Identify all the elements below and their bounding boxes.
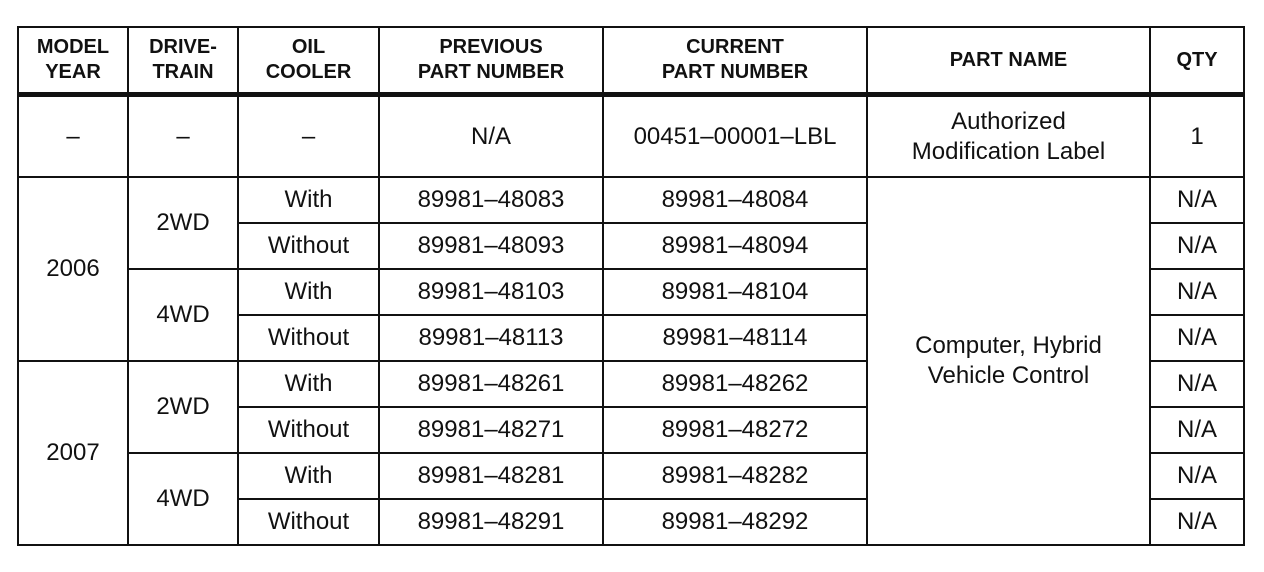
shared-part-name-line-2: Vehicle Control xyxy=(927,362,1090,389)
header-drivetrain-line-1: DRIVE- xyxy=(149,36,217,58)
cell-current-part-number: 00451–00001–LBL xyxy=(603,95,867,178)
cell-previous-part-number: 89981–48083 xyxy=(379,177,603,223)
cell-previous-part-number: 89981–48103 xyxy=(379,269,603,315)
table-row-label xyxy=(18,95,1244,178)
header-drivetrain xyxy=(128,27,238,95)
cell-shared-part-name xyxy=(867,177,1150,545)
cell-model-year: 2006 xyxy=(18,177,128,361)
cell-previous-part-number: 89981–48281 xyxy=(379,453,603,499)
cell-previous-part-number: 89981–48291 xyxy=(379,499,603,545)
header-oil-cooler-line-1: OIL xyxy=(291,36,326,58)
cell-drivetrain: 4WD xyxy=(128,453,238,545)
cell-qty: N/A xyxy=(1150,223,1244,269)
cell-model-year: 2007 xyxy=(18,361,128,545)
header-previous-part-number xyxy=(379,27,603,95)
header-model-year xyxy=(18,27,128,95)
header-drivetrain-line-2: TRAIN xyxy=(152,61,214,83)
cell-part-name xyxy=(867,95,1150,178)
cell-current-part-number: 89981–48094 xyxy=(603,223,867,269)
cell-previous-part-number: 89981–48261 xyxy=(379,361,603,407)
header-model-year-line-2: YEAR xyxy=(45,61,101,83)
header-current-part-number-line-2: PART NUMBER xyxy=(661,61,809,83)
cell-previous-part-number: 89981–48113 xyxy=(379,315,603,361)
table-row xyxy=(18,177,1244,223)
cell-previous-part-number: N/A xyxy=(379,95,603,178)
cell-qty: N/A xyxy=(1150,499,1244,545)
cell-current-part-number: 89981–48292 xyxy=(603,499,867,545)
cell-current-part-number: 89981–48282 xyxy=(603,453,867,499)
cell-oil-cooler: Without xyxy=(238,407,379,453)
header-previous-part-number-line-1: PREVIOUS xyxy=(439,36,543,58)
cell-oil-cooler: With xyxy=(238,177,379,223)
cell-current-part-number: 89981–48084 xyxy=(603,177,867,223)
cell-qty: N/A xyxy=(1150,177,1244,223)
cell-qty: N/A xyxy=(1150,269,1244,315)
cell-oil-cooler: Without xyxy=(238,315,379,361)
cell-qty: N/A xyxy=(1150,407,1244,453)
header-qty: QTY xyxy=(1150,27,1244,95)
cell-oil-cooler: – xyxy=(238,95,379,178)
header-model-year-line-1: MODEL xyxy=(36,36,110,58)
cell-previous-part-number: 89981–48093 xyxy=(379,223,603,269)
header-current-part-number xyxy=(603,27,867,95)
cell-model-year: – xyxy=(18,95,128,178)
header-part-name: PART NAME xyxy=(867,27,1150,95)
cell-current-part-number: 89981–48262 xyxy=(603,361,867,407)
header-row xyxy=(18,27,1244,95)
cell-oil-cooler: With xyxy=(238,453,379,499)
header-oil-cooler-line-2: COOLER xyxy=(265,61,352,83)
cell-qty: N/A xyxy=(1150,315,1244,361)
cell-oil-cooler: With xyxy=(238,361,379,407)
cell-qty: N/A xyxy=(1150,453,1244,499)
cell-oil-cooler: With xyxy=(238,269,379,315)
shared-part-name-line-1: Computer, Hybrid xyxy=(915,332,1102,359)
parts-table xyxy=(17,26,1245,546)
header-current-part-number-line-1: CURRENT xyxy=(686,36,784,58)
header-oil-cooler xyxy=(238,27,379,95)
part-name-line-1: Authorized xyxy=(951,107,1066,135)
cell-drivetrain: 2WD xyxy=(128,361,238,453)
cell-oil-cooler: Without xyxy=(238,223,379,269)
cell-current-part-number: 89981–48104 xyxy=(603,269,867,315)
cell-drivetrain: 4WD xyxy=(128,269,238,361)
part-name-line-2: Modification Label xyxy=(911,137,1106,165)
cell-qty: 1 xyxy=(1150,95,1244,178)
cell-drivetrain: – xyxy=(128,95,238,178)
header-previous-part-number-line-2: PART NUMBER xyxy=(417,61,565,83)
cell-oil-cooler: Without xyxy=(238,499,379,545)
cell-current-part-number: 89981–48114 xyxy=(603,315,867,361)
cell-current-part-number: 89981–48272 xyxy=(603,407,867,453)
cell-qty: N/A xyxy=(1150,361,1244,407)
cell-previous-part-number: 89981–48271 xyxy=(379,407,603,453)
cell-drivetrain: 2WD xyxy=(128,177,238,269)
